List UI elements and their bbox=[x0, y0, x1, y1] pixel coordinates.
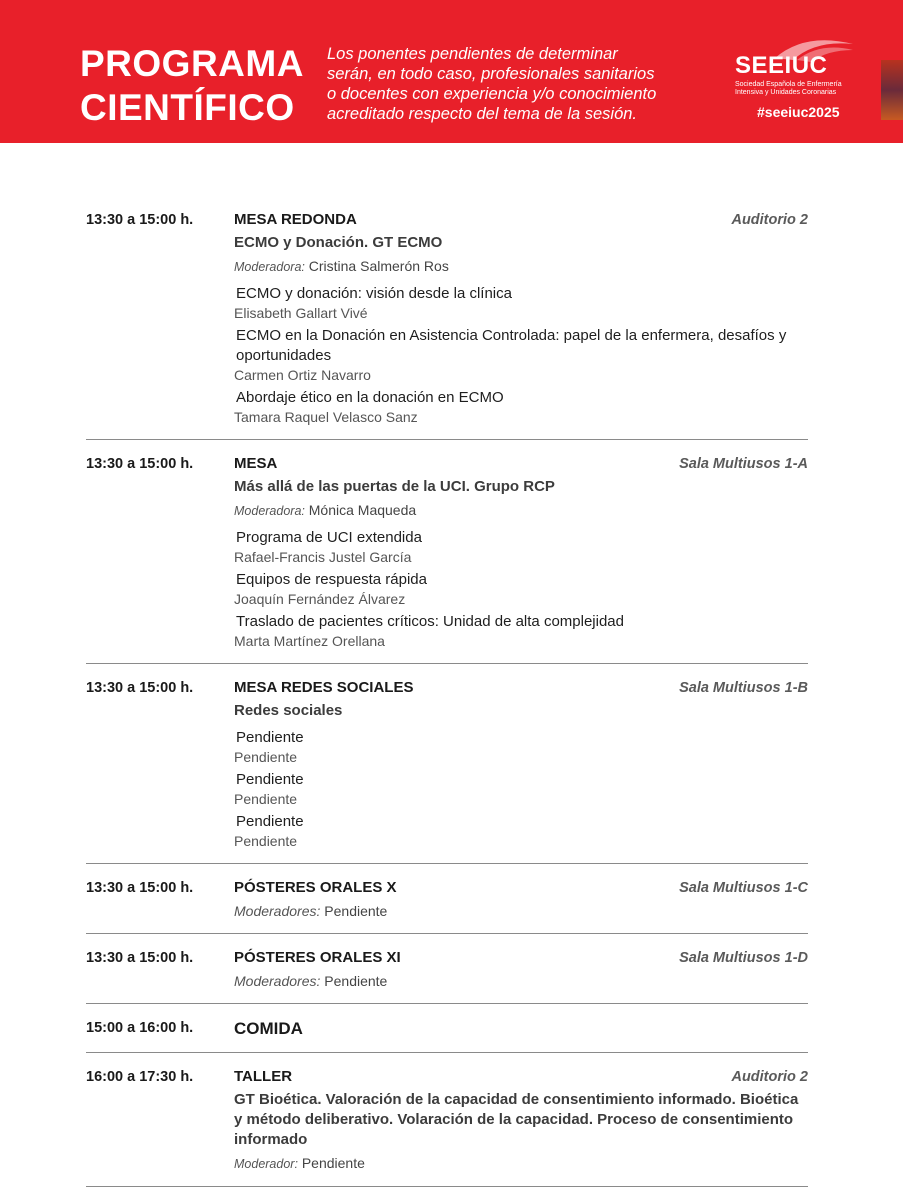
talk-speaker: Pendiente bbox=[234, 749, 298, 765]
session-block bbox=[86, 1004, 808, 1053]
title-line-1: PROGRAMA bbox=[80, 43, 304, 84]
talk-item bbox=[234, 612, 808, 651]
session-time: 13:30 a 15:00 h. bbox=[86, 950, 194, 966]
hashtag: #seeiuc2025 bbox=[757, 104, 840, 120]
header-photo-strip bbox=[881, 60, 903, 120]
session-moderator bbox=[234, 971, 808, 991]
talk-title: Abordaje ético en la donación en ECMO bbox=[236, 389, 504, 406]
session-block bbox=[86, 203, 808, 440]
talk-title: ECMO en la Donación en Asistencia Controlada: papel de la enfermera, desafíos y oportunidades bbox=[236, 327, 787, 364]
talk-speaker: Marta Martínez Orellana bbox=[234, 633, 385, 649]
talk-speaker: Tamara Raquel Velasco Sanz bbox=[234, 409, 418, 425]
moderator-name: Mónica Maqueda bbox=[308, 502, 417, 518]
session-moderator bbox=[234, 1153, 808, 1174]
intro-line: serán, en todo caso, profesionales sanitarios bbox=[327, 65, 655, 83]
session-room: Sala Multiusos 1-A bbox=[679, 456, 808, 472]
moderator-label: Moderador: bbox=[234, 1157, 298, 1171]
talk-item bbox=[234, 728, 808, 767]
session-time: 13:30 a 15:00 h. bbox=[86, 456, 194, 472]
talk-speaker: Pendiente bbox=[234, 791, 298, 807]
moderator-name: Pendiente bbox=[324, 903, 388, 919]
talk-title: Traslado de pacientes críticos: Unidad de alta complejidad bbox=[236, 613, 624, 630]
session-room: Auditorio 2 bbox=[731, 1069, 808, 1085]
talk-item bbox=[234, 570, 808, 609]
moderator-label: Moderadores: bbox=[234, 973, 321, 989]
logo-subtitle-line: Intensiva y Unidades Coronarias bbox=[735, 89, 837, 96]
session-type: MESA REDES SOCIALES bbox=[234, 679, 414, 696]
talk-title: Pendiente bbox=[236, 729, 304, 746]
talk-item bbox=[234, 284, 808, 323]
intro-note bbox=[327, 44, 697, 124]
session-title: Más allá de las puertas de la UCI. Grupo RCP bbox=[234, 478, 555, 495]
session-title: Redes sociales bbox=[234, 702, 343, 719]
talk-speaker: Pendiente bbox=[234, 833, 298, 849]
talk-item bbox=[234, 812, 808, 851]
logo-wordmark: SEEIUC bbox=[735, 52, 828, 79]
session-block bbox=[86, 1053, 808, 1187]
session-room: Sala Multiusos 1-D bbox=[679, 950, 808, 966]
title-line-2: CIENTÍFICO bbox=[80, 87, 295, 128]
session-type: PÓSTERES ORALES X bbox=[234, 879, 397, 896]
moderator-label: Moderadora: bbox=[234, 504, 305, 518]
intro-line: acreditado respecto del tema de la sesión. bbox=[327, 105, 638, 123]
talk-item bbox=[234, 770, 808, 809]
session-type: MESA REDONDA bbox=[234, 211, 357, 228]
session-moderator bbox=[234, 901, 808, 921]
talk-title: Pendiente bbox=[236, 813, 304, 830]
session-moderator bbox=[234, 500, 808, 521]
session-time: 13:30 a 15:00 h. bbox=[86, 880, 194, 896]
session-type: COMIDA bbox=[234, 1019, 303, 1038]
moderator-name: Pendiente bbox=[324, 973, 388, 989]
moderator-name: Pendiente bbox=[301, 1155, 365, 1171]
session-list bbox=[86, 203, 808, 1187]
talk-title: Programa de UCI extendida bbox=[236, 529, 422, 546]
session-title: ECMO y Donación. GT ECMO bbox=[234, 234, 443, 251]
logo-subtitle bbox=[735, 81, 875, 97]
session-time: 13:30 a 15:00 h. bbox=[86, 212, 194, 228]
moderator-name: Cristina Salmerón Ros bbox=[308, 258, 449, 274]
talk-item bbox=[234, 326, 808, 385]
moderator-label: Moderadora: bbox=[234, 260, 305, 274]
session-type: TALLER bbox=[234, 1068, 293, 1085]
session-time: 16:00 a 17:30 h. bbox=[86, 1069, 194, 1085]
talk-speaker: Joaquín Fernández Álvarez bbox=[234, 591, 406, 607]
talk-item bbox=[234, 528, 808, 567]
session-room: Sala Multiusos 1-B bbox=[679, 680, 808, 696]
moderator-label: Moderadores: bbox=[234, 903, 321, 919]
talk-title: ECMO y donación: visión desde la clínica bbox=[236, 285, 512, 302]
talk-speaker: Elisabeth Gallart Vivé bbox=[234, 305, 368, 321]
talk-speaker: Rafael-Francis Justel García bbox=[234, 549, 412, 565]
session-moderator bbox=[234, 256, 808, 277]
talk-item bbox=[234, 388, 808, 427]
talk-title: Equipos de respuesta rápida bbox=[236, 571, 427, 588]
session-room: Sala Multiusos 1-C bbox=[679, 880, 808, 896]
session-block bbox=[86, 864, 808, 934]
session-block bbox=[86, 440, 808, 664]
session-room: Auditorio 2 bbox=[731, 212, 808, 228]
talk-speaker: Carmen Ortiz Navarro bbox=[234, 367, 371, 383]
session-type: MESA bbox=[234, 455, 278, 472]
logo-subtitle-line: Sociedad Española de Enfermería bbox=[735, 81, 842, 88]
intro-line: Los ponentes pendientes de determinar bbox=[327, 45, 618, 63]
session-type: PÓSTERES ORALES XI bbox=[234, 949, 401, 966]
talk-title: Pendiente bbox=[236, 771, 304, 788]
intro-line: o docentes con experiencia y/o conocimiento bbox=[327, 85, 657, 103]
session-block bbox=[86, 664, 808, 864]
session-time: 15:00 a 16:00 h. bbox=[86, 1020, 194, 1036]
session-block bbox=[86, 934, 808, 1004]
page-header bbox=[0, 0, 903, 143]
page-title bbox=[80, 42, 304, 130]
session-title: GT Bioética. Valoración de la capacidad de consentimiento informado. Bioética y método deliberativo. Volaración de la capacidad. Proceso de consentimiento informado bbox=[234, 1091, 799, 1148]
session-time: 13:30 a 15:00 h. bbox=[86, 680, 194, 696]
